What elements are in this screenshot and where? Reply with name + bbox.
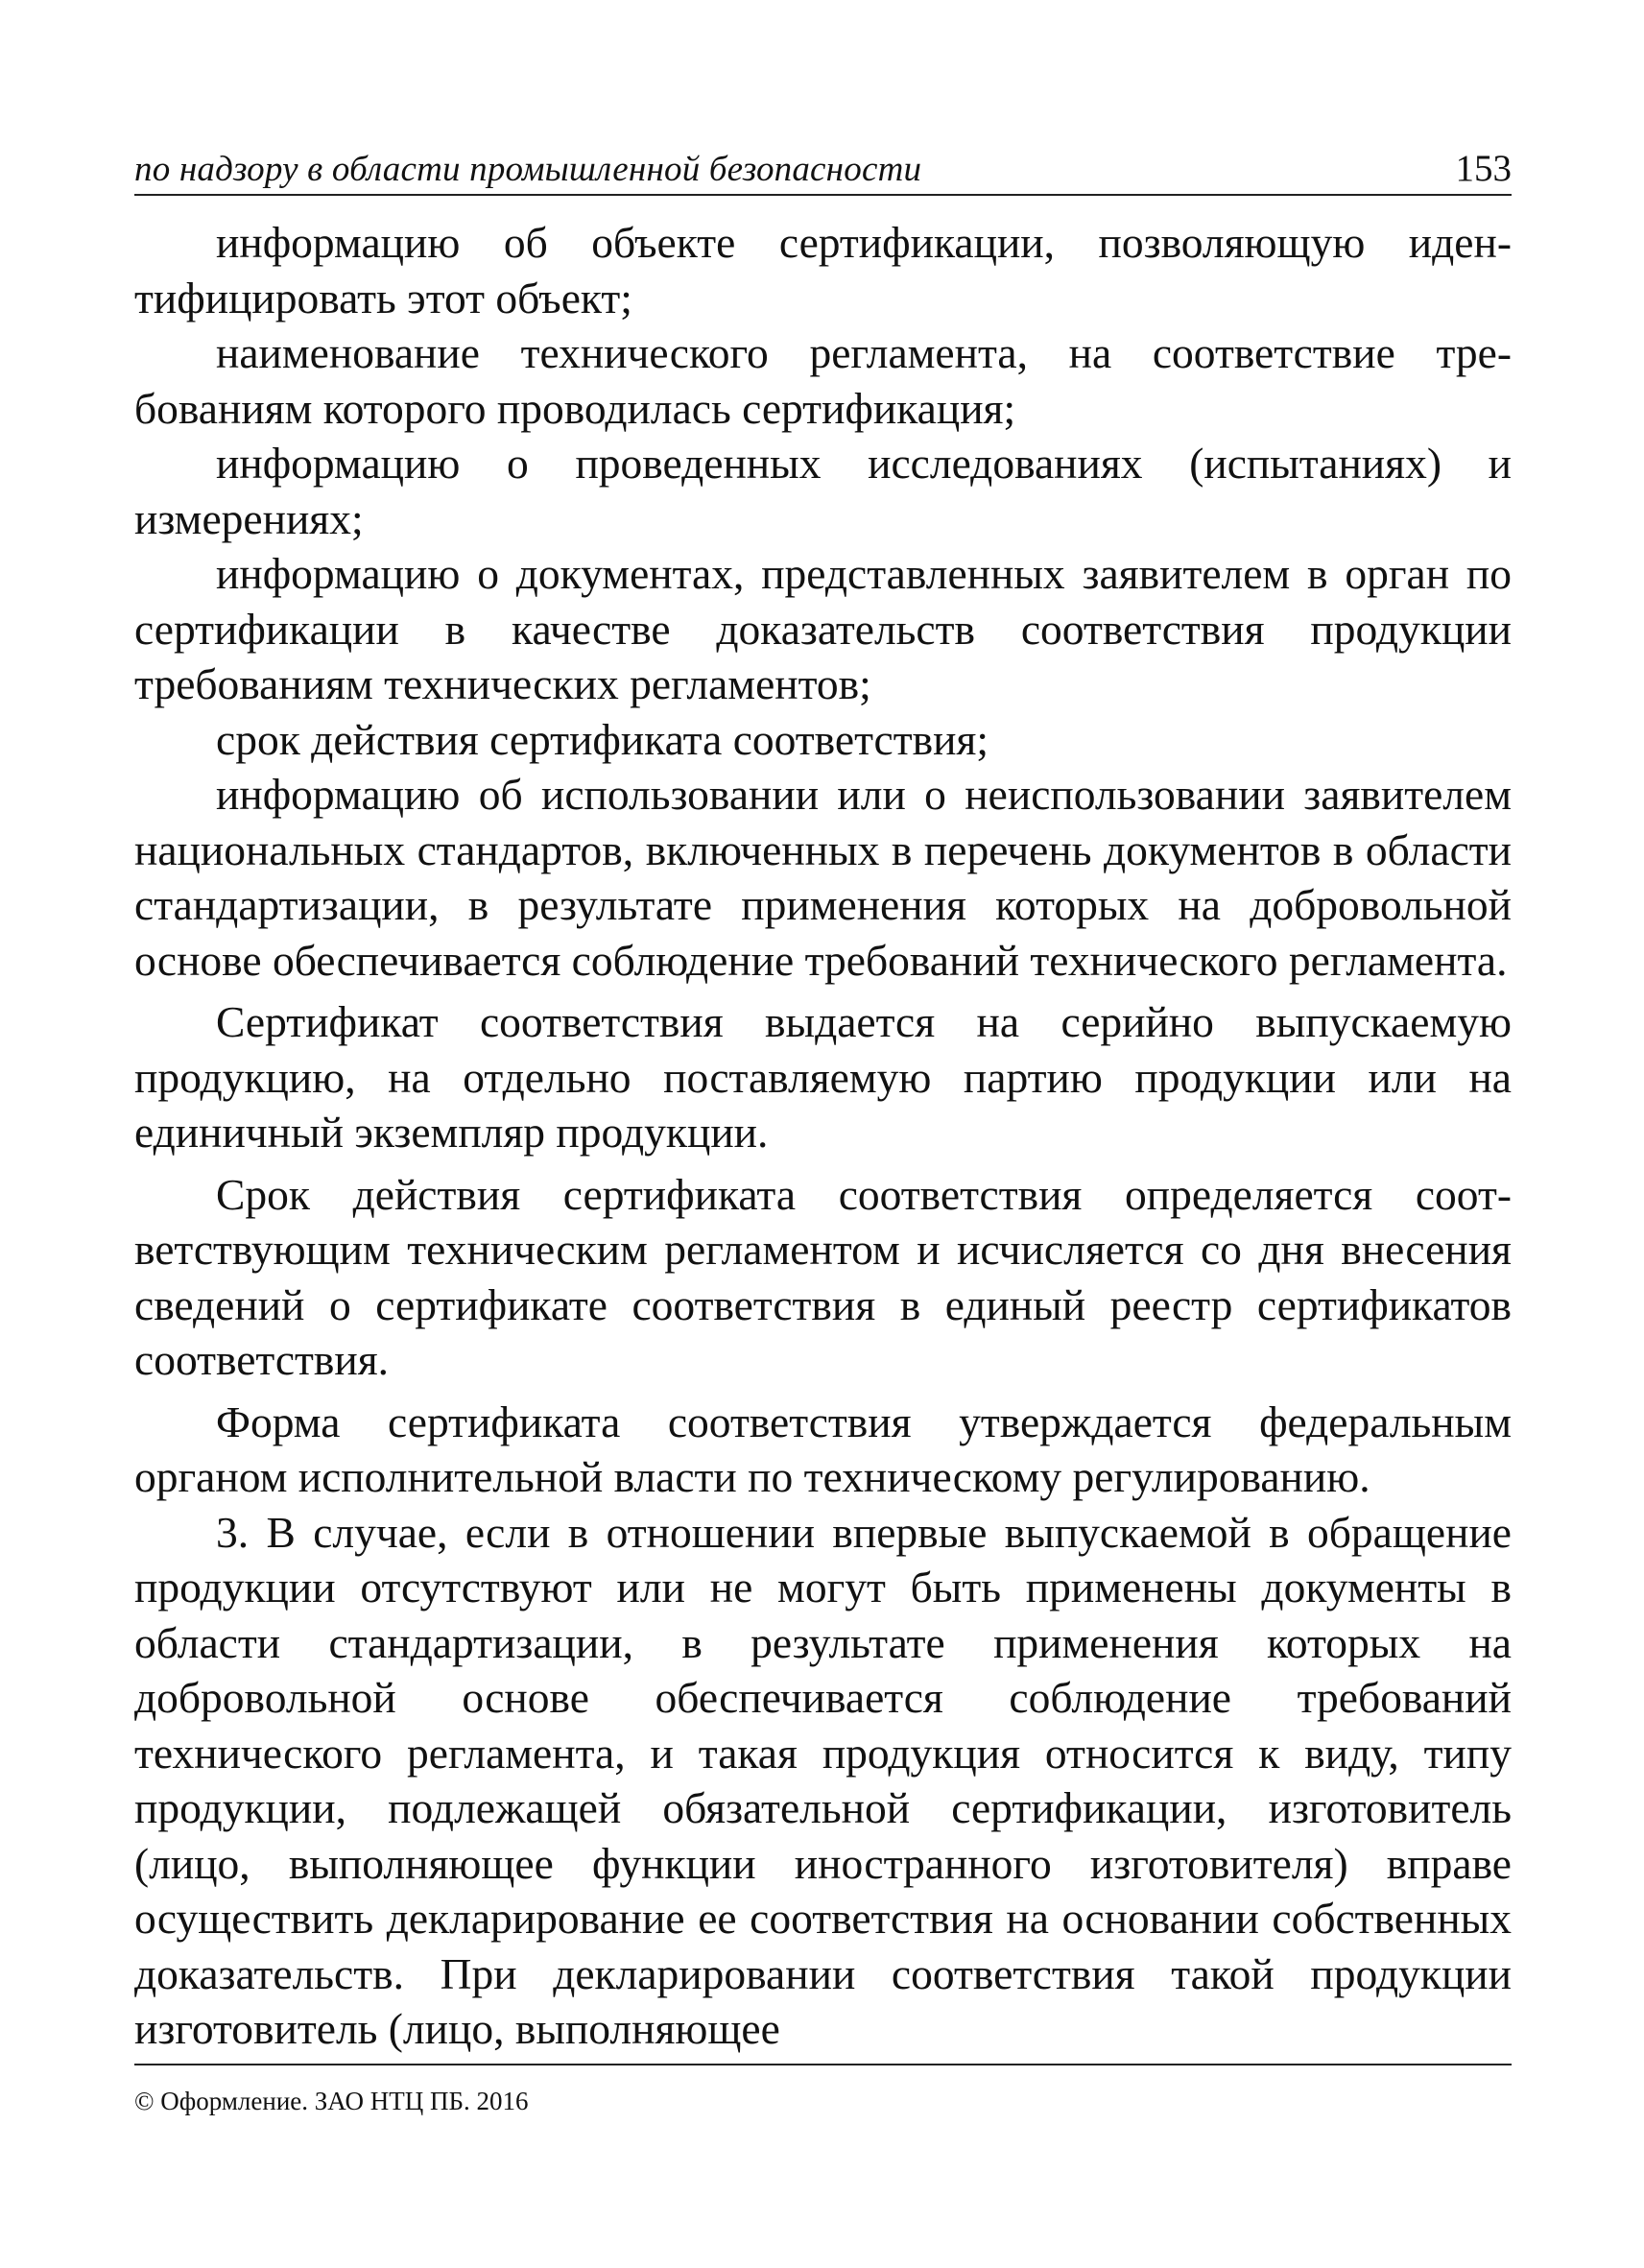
body-text (134, 215, 1512, 2057)
paragraph-8: Срок действия сертификата соответствия определяется соответствующим техническим регламентом и исчисляется со дня внесения сведений о сертификате соответствия в единый реестр сертификатов соответствия. (134, 1169, 1512, 1384)
paragraph-9: Форма сертификата соответствия утверждается федеральным органом исполнительной власти по техническому регулированию. (134, 1397, 1512, 1501)
paragraph-6: информацию об использовании или о неиспользовании заявителем национальных стандартов, включенных в перечень документов в области стандартизации, в результате применения которых на добровольной основе обеспечивается соблюдение требований технического регламента. (134, 770, 1512, 985)
document-page (134, 144, 1512, 2057)
paragraph-1: информацию об объекте сертификации, позволяющую идентифицировать этот объект; (134, 218, 1512, 322)
paragraph-5: срок действия сертификата соответствия; (216, 714, 989, 764)
page-footer (134, 2064, 1512, 2116)
paragraph-3: информацию о проведенных исследованиях (испытаниях) и измерениях; (134, 439, 1512, 543)
paragraph-7: Сертификат соответствия выдается на серийно выпускаемую продукцию, на отдельно поставляемую партию продукции или на единичный экземпляр продукции. (134, 997, 1512, 1157)
paragraph-10: 3. В случае, если в отношении впервые выпускаемой в обращение продукции отсутствуют или не могут быть применены документы в области стандартизации, в результате применения которых на добровольной основе обеспечивается соблюдение требований технического регламента, и такая продукция относится к виду, типу продукции, подлежащей обязательной сертификации, изготовитель (лицо, выполняющее функции иностранного изготовителя) вправе осуществить декларирование ее соответствия на основании собственных доказательств. При декларировании соответствия такой продукции изготовитель (лицо, выполняющее (134, 1507, 1512, 2053)
running-header (134, 144, 1512, 196)
copyright-notice: © Оформление. ЗАО НТЦ ПБ. 2016 (134, 2087, 529, 2115)
paragraph-4: информацию о документах, представленных заявителем в орган по сертификации в качестве доказательств соответствия продукции требованиям технических регламентов; (134, 549, 1512, 708)
header-title: по надзору в области промышленной безопасности (134, 150, 922, 189)
paragraph-2: наименование технического регламента, на соответствие требованиям которого проводилась сертификация; (134, 328, 1512, 433)
page-number: 153 (1455, 148, 1512, 189)
